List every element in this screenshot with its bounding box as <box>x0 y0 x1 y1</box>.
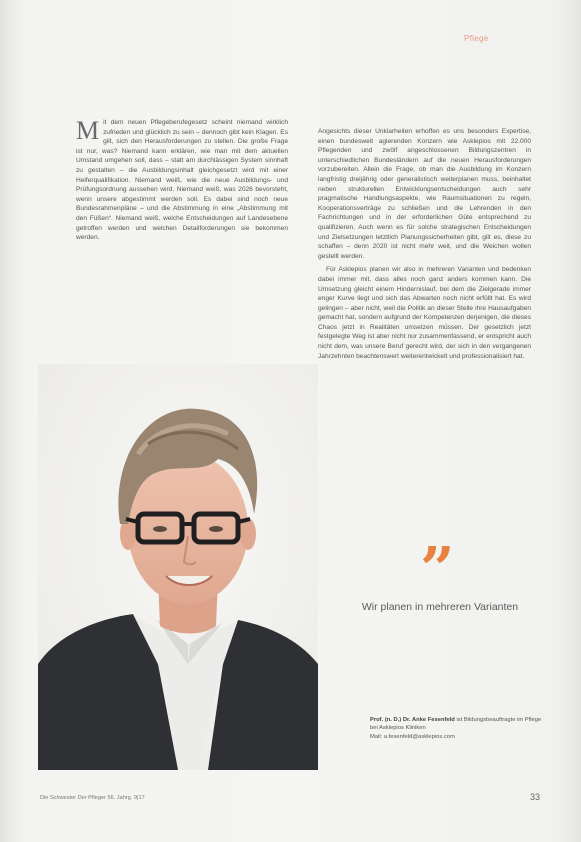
caption-name: Prof. (n. D.) Dr. Anke Fesenfeld <box>370 717 455 723</box>
photo-caption <box>370 716 546 741</box>
quote-mark-icon: ” <box>420 535 455 605</box>
portrait-photo <box>38 364 318 770</box>
drop-cap: M <box>76 116 100 145</box>
article-paragraph: Angesichts dieser Unklarheiten erhoffen es uns besonders Expertise, einen bundesweit agierenden Konzern wie Asklepios mit 22.000 Pflegenden und zwölf angeschlossenen Bildungszentren in unterschiedlichen Bundesländern auf die neuen Herausforderungen vorzubereiten. Allein die Frage, ob man die Ausbildung im Konzern langfristig dreijährig oder generalistisch weiterplanen muss, beinhaltet neben strukturellen Entwicklungsentscheidungen auch sehr pragmatische Handlungsaspekte, wie Raumsituationen zu regeln, Kooperationsverträge zu schließen und die Lehrenden in den Fachrichtungen und in der erforderlichen Güte entsprechend zu qualifizieren. Auch wenn es für solche strategischen Entscheidungen und Zielsetzungen letztlich Planungssicherheiten gibt, gilt es, diese zu schaffen – denn 2020 ist nicht mehr weit, und die Weichen wollen gestellt werden. <box>318 128 531 260</box>
article-paragraph <box>76 118 288 243</box>
article-column-right <box>318 127 531 365</box>
section-label: Pflege <box>464 34 489 43</box>
footer-publication: Die Schwester Der Pfleger 56. Jahrg. 9|17 <box>40 795 145 801</box>
caption-email: Mail: a.fesenfeld@asklepios.com <box>370 733 455 740</box>
article-paragraph: Für Asklepios planen wir also in mehreren Varianten und bedenken dabei immer mit, dass alles noch ganz anders kommen kann. Die Umsetzung gleicht einem Hindernislauf, bei dem die Zielgerade immer enger Kurve liegt und sich das Abwarten noch nicht erfüllt hat. Es wird gelingen – aber nicht, weil die Politik an dieser Stelle ihre Hausaufgaben gemacht hat, sondern aufgrund der Kompetenzen derjenigen, die dieses Chaos jetzt in Realitäten umsetzen müssen. Der gesetzlich jetzt festgelegte Weg ist aber nicht nur zusammenfassend, er entspricht auch nicht dem, was unsere Beruf gerecht wird, der sich in den vergangenen Jahrzehnten beachtenswert weiterentwickelt und professionalisiert hat. <box>318 266 531 360</box>
portrait-illustration <box>38 364 318 770</box>
article-column-left <box>76 118 288 247</box>
paragraph-text: it dem neuen Pflegeberufegesetz scheint niemand wirklich zufrieden und glücklich zu sein – dennoch gibt kein Klagen. Es gilt, sich den Herausforderungen zu stellen. Die große Frage ist nur, was? Niemand kann erklären, wie man mit dem aktuellen Umstand umgehen soll, dass – statt am durchlässigen System sinnhaft zu gestalten – die Ausbildungsinhalt gleichgesetzt wird mit einer Helferqualifikation. Niemand weiß, wie die neue Ausbildungs- und Prüfungsordnung aussehen wird. Niemand weiß, was 2026 bevorsteht, wenn unsere abgestimmt werden soll. Es dabei sind noch neue Bundesrahmenpläne – und die Abstimmung in eine „Abstimmung mit den Füßen“. Niemand weiß, welche Entscheidungen auf Landesebene getroffen werden und welchen Detailforderungen sie bekommen werden. <box>76 119 288 242</box>
page-number: 33 <box>530 792 541 802</box>
pull-quote: Wir planen in mehreren Varianten <box>361 601 519 613</box>
caption-role: ist Bildungsbeauftragte im Pflege bei Asklepios Kliniken <box>370 717 542 732</box>
